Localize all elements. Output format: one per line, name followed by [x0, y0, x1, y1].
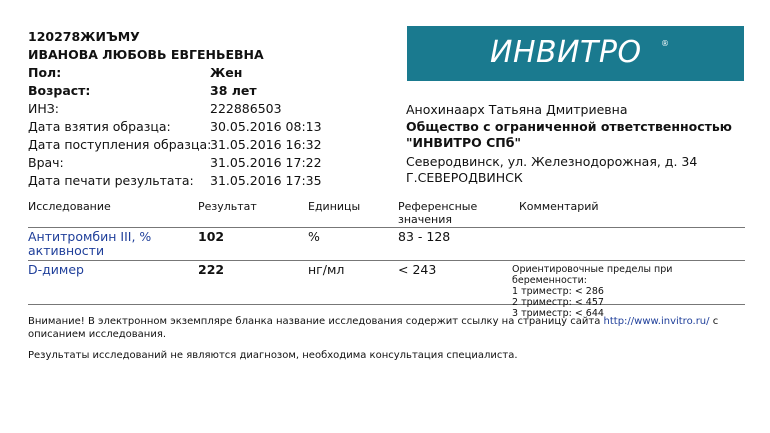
- field-age: [28, 82, 388, 100]
- field-value: 222886503: [210, 101, 282, 116]
- field-value: 31.05.2016 17:22: [210, 155, 322, 170]
- field-label: Пол:: [28, 65, 62, 80]
- field-label: Врач:: [28, 155, 64, 170]
- note-disclaimer: Результаты исследований не являются диагнозом, необходима консультация специалиста.: [28, 350, 518, 361]
- results-table: [28, 200, 745, 319]
- table-header: [28, 200, 745, 228]
- lab-city: Г.СЕВЕРОДВИНСК: [406, 170, 523, 185]
- units-value: %: [308, 229, 320, 244]
- header-test: Исследование: [28, 200, 111, 213]
- table-row: [28, 261, 745, 319]
- field-inz: [28, 100, 388, 118]
- test-name-link[interactable]: Антитромбин III, % активности: [28, 229, 152, 258]
- lab-org-line2: "ИНВИТРО СПб": [406, 135, 521, 150]
- footer-notes: [28, 315, 748, 362]
- logo-text: ИНВИТРО: [490, 35, 642, 70]
- field-print-date: [28, 172, 388, 190]
- lab-address: Северодвинск, ул. Железнодорожная, д. 34: [406, 153, 698, 169]
- field-doctor: [28, 154, 388, 172]
- header-result: Результат: [198, 200, 257, 213]
- field-label: Дата поступления образца:: [28, 137, 212, 152]
- invitro-logo: [407, 26, 744, 81]
- header-units: Единицы: [308, 200, 361, 213]
- units-value: нг/мл: [308, 262, 345, 277]
- field-value: 31.05.2016 16:32: [210, 137, 322, 152]
- test-name-link[interactable]: D-димер: [28, 262, 84, 277]
- field-value: Жен: [210, 65, 243, 80]
- field-label: ИНЗ:: [28, 101, 59, 116]
- field-value: 31.05.2016 17:35: [210, 173, 322, 188]
- reference-value: 83 - 128: [398, 229, 451, 244]
- patient-id: 120278ЖИЪМУ: [28, 29, 140, 44]
- registered-mark: ®: [661, 39, 669, 48]
- field-label: Дата взятия образца:: [28, 119, 171, 134]
- header-comment: Комментарий: [519, 200, 599, 213]
- field-label: Дата печати результата:: [28, 173, 194, 188]
- patient-block: [28, 28, 388, 190]
- lab-doctor: Анохинаарх Татьяна Дмитриевна: [406, 102, 628, 117]
- field-label: Возраст:: [28, 83, 91, 98]
- field-value: 30.05.2016 08:13: [210, 119, 322, 134]
- lab-org-line1: Общество с ограниченной ответственностью: [406, 118, 732, 134]
- header-reference: Референсные значения: [398, 200, 478, 226]
- lab-info: [406, 102, 746, 187]
- field-sex: [28, 64, 388, 82]
- field-sample-date: [28, 118, 388, 136]
- note-link-info: Внимание! В электронном экземпляре бланка название исследования содержит ссылку на страницу сайта http://www.invitro.ru/ с описанием исследования.: [28, 316, 719, 340]
- patient-name: ИВАНОВА ЛЮБОВЬ ЕВГЕНЬЕВНА: [28, 47, 264, 62]
- reference-value: < 243: [398, 262, 437, 277]
- field-received-date: [28, 136, 388, 154]
- result-value: 222: [198, 262, 225, 277]
- table-row: [28, 228, 745, 261]
- invitro-site-link[interactable]: http://www.invitro.ru/: [603, 316, 710, 327]
- comment-text: Ориентировочные пределы при беременности: 1 триместр: < 286 2 триместр: < 457 3 триместр: < 644: [512, 264, 673, 319]
- result-value: 102: [198, 229, 225, 244]
- field-value: 38 лет: [210, 83, 257, 98]
